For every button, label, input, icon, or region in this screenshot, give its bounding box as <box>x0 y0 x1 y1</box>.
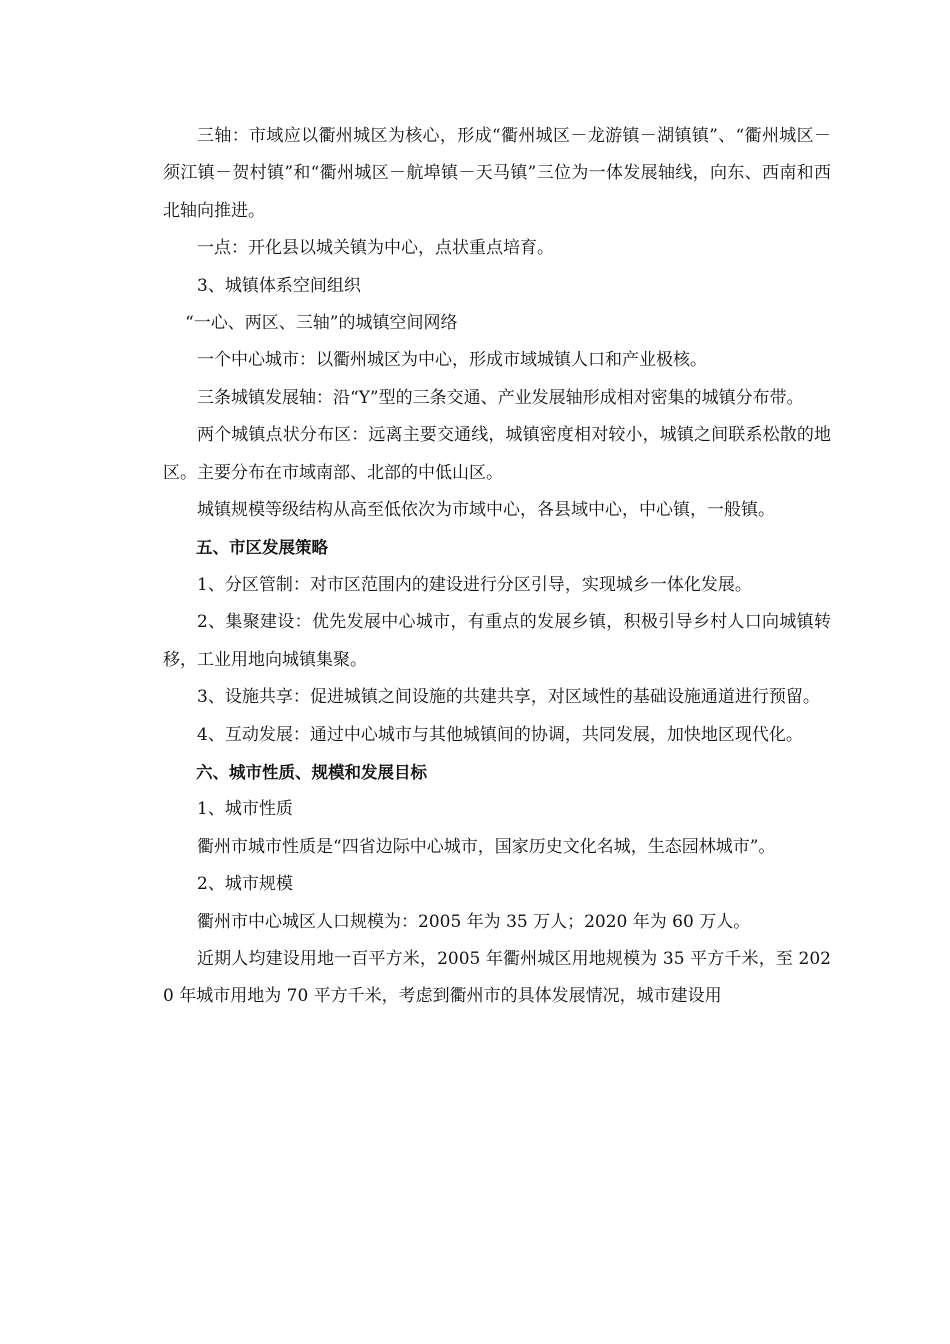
paragraph-one-point: 一点：开化县以城关镇为中心，点状重点培育。 <box>197 238 554 259</box>
subheading-city-nature: 1、城市性质 <box>197 799 293 820</box>
paragraph-distribution-zones: 两个城镇点状分布区：远离主要交通线，城镇密度相对较小，城镇之间联系松散的地区。主要分布在市域南部、北部的中低山区。 <box>163 425 831 483</box>
paragraph-population-scale: 衢州市中心城区人口规模为：2005 年为 35 万人；2020 年为 60 万人。 <box>197 911 751 932</box>
paragraph-land-scale: 近期人均建设用地一百平方米，2005 年衢州城区用地规模为 35 平方千米，至 2020 年城市用地为 70 平方千米，考虑到衢州市的具体发展情况，城市建设用 <box>163 948 831 1007</box>
document-body <box>163 118 831 1016</box>
paragraph-three-axes: 三轴：市域应以衢州城区为核心，形成“衢州城区－龙游镇－湖镇镇”、“衢州城区－须江镇－贺村镇”和“衢州城区－航埠镇－天马镇”三位为一体发展轴线，向东、西南和西北轴向推进。 <box>163 126 831 221</box>
paragraph-interactive-development: 4、互动发展：通过中心城市与其他城镇间的协调，共同发展，加快地区现代化。 <box>197 724 803 745</box>
section-heading-urban-strategy: 五、市区发展策略 <box>196 538 328 558</box>
paragraph-central-city: 一个中心城市：以衢州城区为中心，形成市域城镇人口和产业极核。 <box>197 350 707 371</box>
paragraph-development-axes: 三条城镇发展轴：沿“Y”型的三条交通、产业发展轴形成相对密集的城镇分布带。 <box>197 387 804 408</box>
paragraph-city-nature: 衢州市城市性质是“四省边际中心城市，国家历史文化名城，生态园林城市”。 <box>197 836 776 857</box>
paragraph-scale-hierarchy: 城镇规模等级结构从高至低依次为市域中心，各县域中心，中心镇，一般镇。 <box>197 500 775 521</box>
paragraph-spatial-network: “一心、两区、三轴”的城镇空间网络 <box>185 313 458 334</box>
section-heading-city-nature: 六、城市性质、规模和发展目标 <box>196 762 427 782</box>
paragraph-facility-sharing: 3、设施共享：促进城镇之间设施的共建共享，对区域性的基础设施通道进行预留。 <box>197 687 820 708</box>
subheading-spatial-organization: 3、城镇体系空间组织 <box>197 275 361 296</box>
subheading-city-scale: 2、城市规模 <box>197 874 293 895</box>
paragraph-zoning-control: 1、分区管制：对市区范围内的建设进行分区引导，实现城乡一体化发展。 <box>197 574 752 595</box>
paragraph-agglomeration: 2、集聚建设：优先发展中心城市，有重点的发展乡镇，积极引导乡村人口向城镇转移，工业用地向城镇集聚。 <box>163 612 831 670</box>
